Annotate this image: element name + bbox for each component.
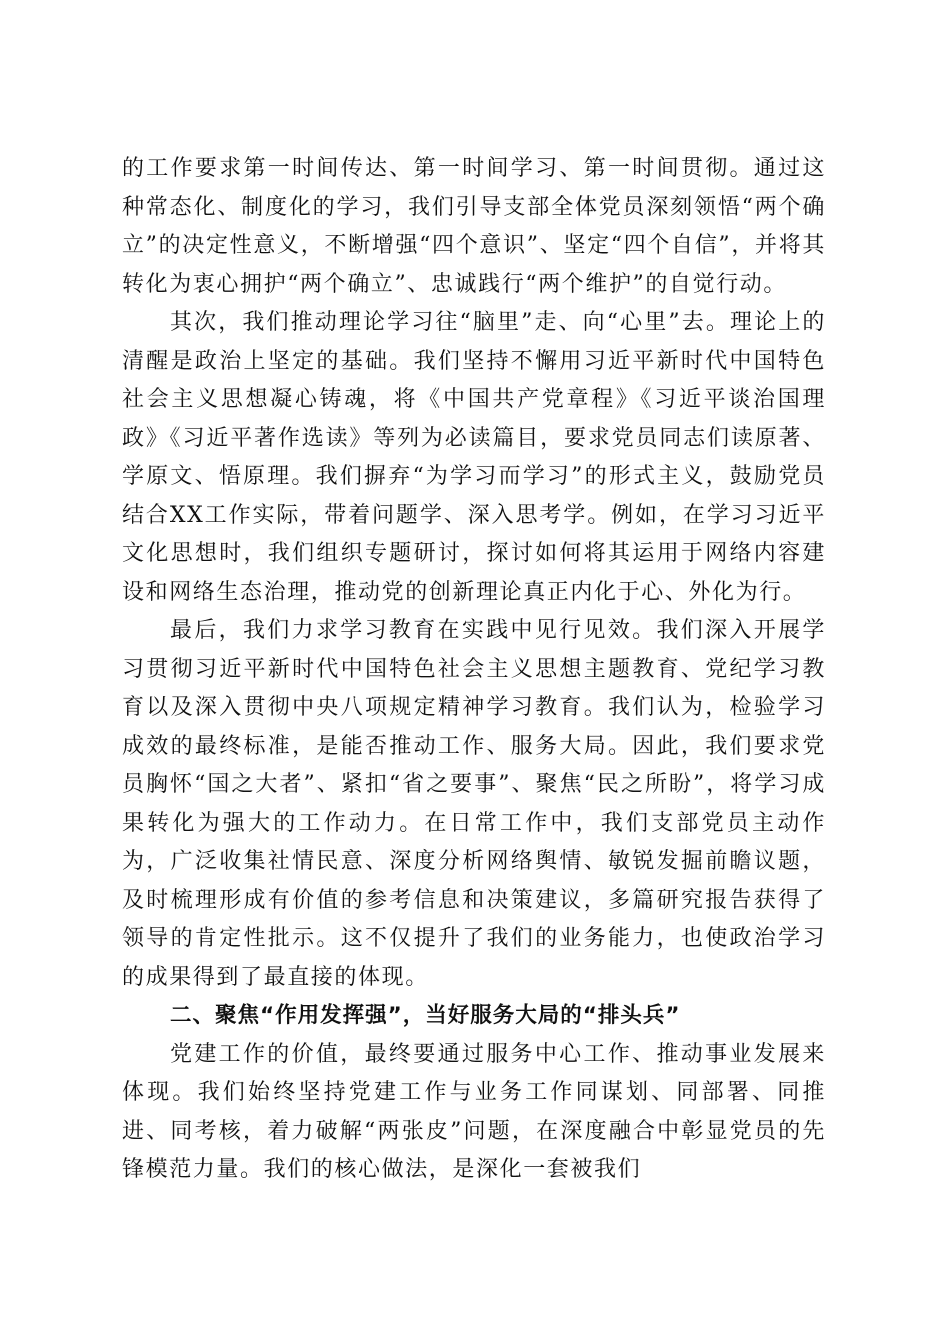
paragraph-theory-study: 其次，我们推动理论学习往“脑里”走、向“心里”去。理论上的清醒是政治上坚定的基础。我们坚持不懈用习近平新时代中国特色社会主义思想凝心铸魂，将《中国共产党章程》《习近平谈治国理政》《习近平著作选读》等列为必读篇目，要求党员同志们读原著、学原文、悟原理。我们摒弃“为学习而学习”的形式主义，鼓励党员结合XX工作实际，带着问题学、深入思考学。例如，在学习习近平文化思想时，我们组织专题研讨，探讨如何将其运用于网络内容建设和网络生态治理，推动党的创新理论真正内化于心、外化为行。 [122, 310, 826, 605]
paragraph-continued: 的工作要求第一时间传达、第一时间学习、第一时间贯彻。通过这种常态化、制度化的学习，我们引导支部全体党员深刻领悟“两个确立”的决定性意义，不断增强“四个意识”、坚定“四个自信”，并将其转化为衷心拥护“两个确立”、忠诚践行“两个维护”的自觉行动。 [122, 156, 826, 297]
paragraph-party-building: 党建工作的价值，最终要通过服务中心工作、推动事业发展来体现。我们始终坚持党建工作与业务工作同谋划、同部署、同推进、同考核，着力破解“两张皮”问题，在深度融合中彰显党员的先锋模范力量。我们的核心做法，是深化一套被我们 [122, 1041, 826, 1182]
section-heading: 二、聚焦“作用发挥强”，当好服务大局的“排头兵” [170, 1003, 681, 1028]
paragraph-practice: 最后，我们力求学习教育在实践中见行见效。我们深入开展学习贯彻习近平新时代中国特色社会主义思想主题教育、党纪学习教育以及深入贯彻中央八项规定精神学习教育。我们认为，检验学习成效的最终标准，是能否推动工作、服务大局。因此，我们要求党员胸怀“国之大者”、紧扣“省之要事”、聚焦“民之所盼”，将学习成果转化为强大的工作动力。在日常工作中，我们支部党员主动作为，广泛收集社情民意、深度分析网络舆情、敏锐发掘前瞻议题，及时梳理形成有价值的参考信息和决策建议，多篇研究报告获得了领导的肯定性批示。这不仅提升了我们的业务能力，也使政治学习的成果得到了最直接的体现。 [122, 618, 826, 990]
document-body [122, 150, 826, 1190]
